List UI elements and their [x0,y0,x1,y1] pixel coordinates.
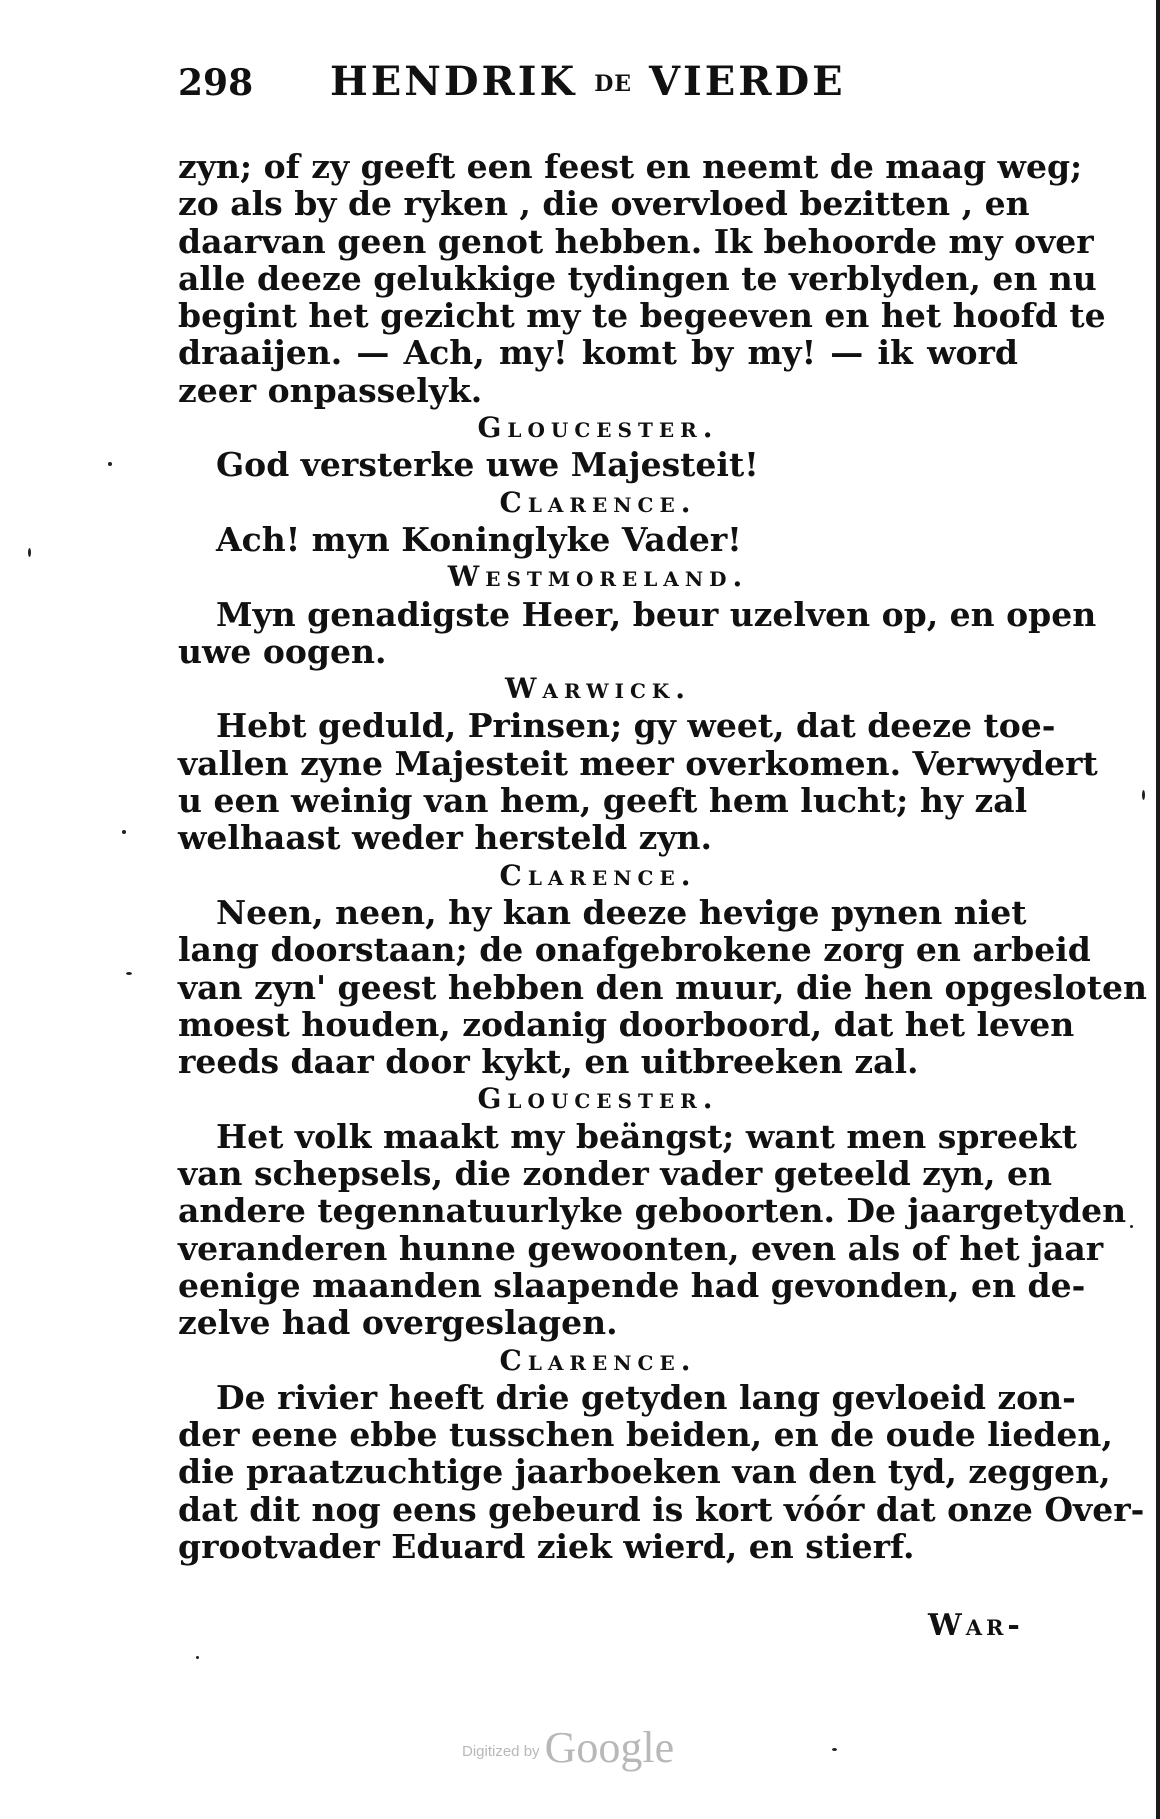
text-line: zelve had overgeslagen. [178,1303,618,1343]
text-line: eenige maanden slaapende had gevonden, en de- [178,1265,1086,1305]
speaker-heading: Clarence. [499,858,697,892]
text-line: uwe oogen. [178,631,387,671]
page-body-text [178,147,1148,1566]
text-line: van schepsels, die zonder vader geteeld zyn, en [178,1154,1053,1194]
text-line: zeer onpasselyk. [178,370,483,410]
text-line: begint het gezicht my te begeeven en het hoofd te [178,296,1106,336]
running-head-part2: DE [594,71,633,97]
speaker-heading: Gloucester. [477,411,719,445]
scan-speck [832,1748,837,1751]
speaker-heading: Gloucester. [477,1082,719,1116]
text-line: dat dit nog eens gebeurd is kort vóór dat onze Over- [178,1489,1145,1529]
text-line: zo als by de ryken , die overvloed bezitten , en [178,184,1030,224]
text-line: zyn; of zy geeft een feest en neemt de maag weg; [178,147,1083,186]
text-line: moest houden, zodanig doorboord, dat het leven [178,1004,1075,1044]
text-line: reeds daar door kykt, en uitbreeken zal. [178,1042,919,1082]
page-edge-shadow [1156,0,1160,1819]
text-line: Hebt geduld, Prinsen; gy weet, dat deeze toe- [216,706,1056,746]
text-line: Het volk maakt my beängst; want men spreekt [216,1116,1077,1156]
running-head [330,58,846,105]
text-line: u een weinig van hem, geeft hem lucht; hy zal [178,781,1028,821]
page-header [178,58,998,108]
text-line: die praatzuchtige jaarboeken van den tyd, zeggen, [178,1452,1111,1492]
text-line: draaijen. — Ach, my! komt by my! — ik word [178,333,1018,373]
running-head-part3: VIERDE [648,58,846,105]
scan-speck [122,830,126,834]
watermark-small-text: Digitized by [462,1743,540,1760]
scan-speck [1142,790,1145,800]
watermark-logo-text: Google [544,1723,675,1772]
scan-speck [108,462,112,466]
speaker-heading: Westmoreland. [447,560,749,594]
text-line: Myn genadigste Heer, beur uzelven op, en open [216,594,1097,634]
text-line: van zyn' geest hebben den muur, die hen opgesloten [178,967,1148,1007]
text-line: veranderen hunne gewoonten, even als of het jaar [178,1228,1104,1268]
scan-speck [28,548,31,557]
speaker-heading: Clarence. [499,1343,697,1377]
text-line: grootvader Eduard ziek wierd, en stierf. [178,1526,915,1566]
speaker-heading: Warwick. [504,672,691,706]
scan-speck [126,972,132,975]
text-line: lang doorstaan; de onafgebrokene zorg en arbeid [178,930,1091,970]
scan-speck [196,1656,199,1659]
speaker-heading: Clarence. [499,485,697,519]
scan-speck [1130,1225,1133,1228]
text-line: alle deeze gelukkige tydingen te verblyden, en nu [178,258,1097,298]
text-line: vallen zyne Majesteit meer overkomen. Verwydert [178,743,1098,783]
page-number: 298 [178,62,254,104]
text-line: der eene ebbe tusschen beiden, en de oude lieden, [178,1415,1113,1455]
running-head-part1: HENDRIK [330,58,578,105]
catchword: War- [928,1608,1024,1643]
text-line: De rivier heeft drie getyden lang gevloeid zon- [216,1377,1076,1417]
digitized-by-google-watermark [462,1722,674,1782]
text-line: daarvan geen genot hebben. Ik behoorde my over [178,221,1094,261]
text-line: Neen, neen, hy kan deeze hevige pynen niet [216,892,1027,932]
text-line: welhaast weder hersteld zyn. [178,818,713,858]
text-line: Ach! myn Koninglyke Vader! [216,519,742,559]
text-line: andere tegennatuurlyke geboorten. De jaargetyden [178,1191,1127,1231]
text-line: God versterke uwe Majesteit! [216,445,759,485]
